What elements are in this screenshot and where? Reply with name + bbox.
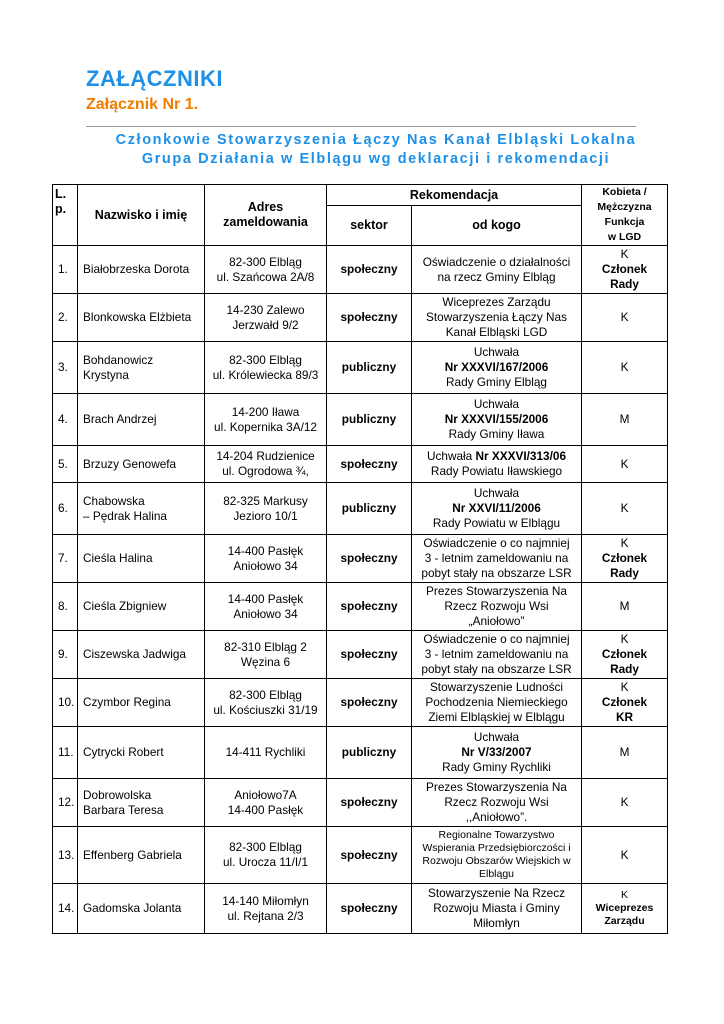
recommendation-source-line: Elblągu bbox=[478, 868, 515, 880]
member-address-line: 82-300 Elbląg bbox=[229, 352, 302, 367]
recommendation-source-line: Rozwoju Obszarów Wiejskich w bbox=[422, 855, 571, 867]
recommendation-source-line: Rzecz Rozwoju Wsi bbox=[444, 599, 549, 613]
recommendation-source-line: Oświadczenie o co najmniej bbox=[423, 632, 570, 646]
member-address bbox=[205, 535, 327, 583]
member-name bbox=[78, 679, 205, 727]
gender-function-line: Członek bbox=[601, 647, 648, 661]
member-name-line: Chabowska bbox=[83, 493, 145, 508]
member-address bbox=[205, 342, 327, 394]
gender-function bbox=[582, 583, 668, 631]
gender-function-line: Członek bbox=[601, 262, 648, 276]
gender-function bbox=[582, 884, 668, 934]
member-address-line: ul. Kościuszki 31/19 bbox=[213, 702, 318, 717]
gender-function-line: K bbox=[620, 456, 629, 471]
recommendation-source bbox=[412, 727, 582, 779]
member-name-line: Czymbor Regina bbox=[83, 695, 171, 709]
member-sector: społeczny bbox=[327, 446, 412, 483]
table-row bbox=[53, 631, 668, 679]
row-number: 10. bbox=[53, 679, 78, 727]
member-address bbox=[205, 583, 327, 631]
member-address bbox=[205, 394, 327, 446]
member-sector: społeczny bbox=[327, 679, 412, 727]
recommendation-source-line: Stowarzyszenie Na Rzecz bbox=[427, 886, 566, 900]
row-number: 3. bbox=[53, 342, 78, 394]
table-row bbox=[53, 483, 668, 535]
member-address-line: ul. Ogrodowa ¾, bbox=[222, 464, 309, 478]
member-sector: społeczny bbox=[327, 631, 412, 679]
recommendation-source-line: 3 - letnim zameldowaniu na bbox=[424, 551, 569, 565]
gender-function-line: Rady bbox=[610, 277, 639, 291]
member-sector: społeczny bbox=[327, 583, 412, 631]
recommendation-source-line: Regionalne Towarzystwo bbox=[438, 829, 555, 841]
member-address-line: Jerzwałd 9/2 bbox=[232, 317, 299, 332]
gender-function-line: M bbox=[619, 599, 630, 613]
member-name-line: Blonkowska Elżbieta bbox=[83, 310, 192, 324]
member-address-line: 14-230 Zalewo bbox=[226, 302, 305, 317]
member-address bbox=[205, 884, 327, 934]
row-number: 8. bbox=[53, 583, 78, 631]
member-address-line: ul. Rejtana 2/3 bbox=[227, 908, 304, 923]
gender-function bbox=[582, 294, 668, 342]
gender-function bbox=[582, 631, 668, 679]
member-name-line: Krystyna bbox=[83, 367, 129, 382]
recommendation-source bbox=[412, 779, 582, 827]
member-address bbox=[205, 727, 327, 779]
member-address bbox=[205, 631, 327, 679]
header-gender-function bbox=[582, 185, 668, 246]
member-address-line: ul. Szańcowa 2A/8 bbox=[216, 269, 315, 284]
recommendation-source bbox=[412, 246, 582, 294]
recommendation-source-line: pobyt stały na obszarze LSR bbox=[421, 566, 572, 580]
table-row bbox=[53, 779, 668, 827]
recommendation-source-line: Rozwoju Miasta i Gminy bbox=[433, 901, 560, 915]
member-address-line: ul. Kopernika 3A/12 bbox=[214, 419, 317, 434]
table-row bbox=[53, 679, 668, 727]
member-name-line: Bohdanowicz bbox=[83, 352, 154, 367]
recommendation-source bbox=[412, 631, 582, 679]
member-name bbox=[78, 446, 205, 483]
recommendation-source-line: Nr XXVI/11/2006 bbox=[452, 501, 541, 515]
gender-function bbox=[582, 535, 668, 583]
member-address-line: 82-310 Elbląg 2 bbox=[224, 639, 307, 654]
table-row bbox=[53, 394, 668, 446]
member-name bbox=[78, 583, 205, 631]
member-name-line: Białobrzeska Dorota bbox=[83, 262, 190, 276]
recommendation-source-line: Nr XXXVI/155/2006 bbox=[444, 412, 549, 426]
recommendation-source-line: Rady Gminy Iława bbox=[448, 427, 545, 441]
row-number: 6. bbox=[53, 483, 78, 535]
gender-function-line: Wiceprezes bbox=[595, 902, 654, 914]
member-name bbox=[78, 631, 205, 679]
row-number: 13. bbox=[53, 827, 78, 884]
recommendation-source-line: Pochodzenia Niemieckiego bbox=[425, 695, 568, 709]
member-name bbox=[78, 294, 205, 342]
gender-function bbox=[582, 679, 668, 727]
recommendation-source-line: Ziemi Elbląskiej w Elblągu bbox=[428, 710, 565, 724]
table-row bbox=[53, 884, 668, 934]
gender-function bbox=[582, 827, 668, 884]
table-row bbox=[53, 535, 668, 583]
table-row bbox=[53, 342, 668, 394]
gender-function-line: Rady bbox=[610, 662, 639, 676]
member-sector: społeczny bbox=[327, 246, 412, 294]
gender-function bbox=[582, 342, 668, 394]
recommendation-source-line: Uchwała bbox=[473, 730, 520, 744]
recommendation-source-line: Wspierania Przedsiębiorczości i bbox=[422, 842, 571, 854]
member-address bbox=[205, 246, 327, 294]
member-address-line: 14-140 Miłomłyn bbox=[222, 893, 309, 908]
member-address bbox=[205, 483, 327, 535]
recommendation-source-line: Uchwała bbox=[473, 397, 520, 411]
member-sector: społeczny bbox=[327, 827, 412, 884]
recommendation-source-line: 3 - letnim zameldowaniu na bbox=[424, 647, 569, 661]
gender-function-line: Zarządu bbox=[604, 915, 645, 927]
member-name-line: Gadomska Jolanta bbox=[83, 901, 182, 915]
member-address-line: 82-300 Elbląg bbox=[229, 254, 302, 269]
row-number: 9. bbox=[53, 631, 78, 679]
recommendation-source-line: Rady Gminy Rychliki bbox=[442, 760, 551, 774]
recommendation-source-line: Uchwała Nr XXXVI/313/06 bbox=[426, 449, 567, 463]
recommendation-source-line: Nr XXXVI/167/2006 bbox=[444, 360, 549, 374]
table-description bbox=[86, 131, 666, 169]
header-gender-line1: Kobieta / bbox=[602, 186, 647, 198]
member-name bbox=[78, 483, 205, 535]
member-name-line: Cytrycki Robert bbox=[83, 745, 164, 759]
recommendation-source-line: Oświadczenie o działalności bbox=[422, 254, 571, 269]
gender-function-line: K bbox=[620, 501, 629, 515]
member-address-line: ul. Urocza 11/I/1 bbox=[222, 855, 309, 869]
gender-function-line: K bbox=[620, 247, 629, 261]
member-sector: publiczny bbox=[327, 342, 412, 394]
recommendation-source-line: na rzecz Gminy Elbląg bbox=[437, 269, 556, 284]
recommendation-source-line: Prezes Stowarzyszenia Na bbox=[426, 780, 567, 794]
gender-function-line: K bbox=[621, 889, 629, 901]
recommendation-source-line: Prezes Stowarzyszenia Na bbox=[426, 584, 567, 598]
recommendation-source-line: Uchwała bbox=[473, 345, 520, 359]
gender-function bbox=[582, 483, 668, 535]
row-number: 14. bbox=[53, 884, 78, 934]
gender-function-line: K bbox=[620, 632, 629, 646]
member-address-line: 82-300 Elbląg bbox=[229, 687, 302, 702]
table-row bbox=[53, 294, 668, 342]
description-line-1: Członkowie Stowarzyszenia Łączy Nas Kanał Elbląski Lokalna bbox=[115, 132, 637, 148]
member-address bbox=[205, 779, 327, 827]
header-address-line2: zameldowania bbox=[223, 215, 308, 229]
member-name-line: Effenberg Gabriela bbox=[83, 847, 182, 862]
table-row bbox=[53, 727, 668, 779]
recommendation-source-line: Stowarzyszenie Ludności bbox=[429, 680, 564, 694]
member-name bbox=[78, 827, 205, 884]
recommendation-source-line: Rady Gminy Elbląg bbox=[446, 375, 547, 389]
member-address-line: Aniołowo 34 bbox=[233, 558, 298, 573]
member-name-line: Dobrowolska bbox=[83, 787, 152, 802]
gender-function-line: K bbox=[620, 795, 629, 809]
header-recommendation: Rekomendacja bbox=[327, 185, 582, 206]
row-number: 4. bbox=[53, 394, 78, 446]
recommendation-source-line: ,,Aniołowo”. bbox=[465, 810, 528, 824]
member-address-line: 82-325 Markusy bbox=[223, 493, 308, 508]
member-address bbox=[205, 679, 327, 727]
gender-function-line: Członek bbox=[601, 695, 648, 709]
member-address-line: 82-300 Elbląg bbox=[229, 840, 302, 854]
member-sector: społeczny bbox=[327, 294, 412, 342]
header-address-line1: Adres bbox=[247, 200, 284, 214]
member-sector: społeczny bbox=[327, 535, 412, 583]
member-sector: publiczny bbox=[327, 727, 412, 779]
recommendation-source bbox=[412, 679, 582, 727]
recommendation-source bbox=[412, 884, 582, 934]
gender-function bbox=[582, 779, 668, 827]
table-row bbox=[53, 446, 668, 483]
member-name-line: – Pędrak Halina bbox=[83, 508, 167, 523]
header-from-whom: od kogo bbox=[412, 206, 582, 246]
member-address-line: 14-200 Iława bbox=[231, 404, 300, 419]
row-number: 2. bbox=[53, 294, 78, 342]
member-address-line: Jezioro 10/1 bbox=[233, 508, 298, 523]
member-name bbox=[78, 727, 205, 779]
member-name-line: Barbara Teresa bbox=[83, 802, 164, 817]
member-address-line: ul. Królewiecka 89/3 bbox=[212, 367, 319, 382]
row-number: 7. bbox=[53, 535, 78, 583]
recommendation-source bbox=[412, 483, 582, 535]
member-address bbox=[205, 446, 327, 483]
row-number: 12. bbox=[53, 779, 78, 827]
member-address-line: 14-400 Pasłęk bbox=[227, 543, 304, 558]
table-row bbox=[53, 246, 668, 294]
member-name-line: Cieśla Zbigniew bbox=[83, 599, 167, 613]
member-address-line: 14-400 Pasłęk bbox=[227, 802, 304, 817]
table-row bbox=[53, 583, 668, 631]
member-name-line: Brach Andrzej bbox=[83, 412, 157, 426]
recommendation-source bbox=[412, 583, 582, 631]
gender-function-line: M bbox=[619, 745, 630, 759]
member-address-line: Aniołowo7A bbox=[234, 787, 297, 802]
gender-function bbox=[582, 727, 668, 779]
member-name-line: Cieśla Halina bbox=[83, 551, 153, 565]
gender-function-line: K bbox=[620, 847, 629, 862]
row-number: 5. bbox=[53, 446, 78, 483]
table-row bbox=[53, 827, 668, 884]
gender-function bbox=[582, 246, 668, 294]
header-lp-line2: p. bbox=[55, 202, 67, 216]
row-number: 1. bbox=[53, 246, 78, 294]
member-name bbox=[78, 394, 205, 446]
recommendation-source bbox=[412, 535, 582, 583]
members-table bbox=[52, 184, 668, 934]
recommendation-source-line: Rady Powiatu Iławskiego bbox=[430, 464, 563, 478]
recommendation-source-line: Stowarzyszenia Łączy Nas bbox=[426, 310, 567, 324]
member-address-line: 14-400 Pasłęk bbox=[227, 591, 304, 606]
member-address-line: Aniołowo 34 bbox=[233, 606, 298, 621]
member-name bbox=[78, 342, 205, 394]
recommendation-source bbox=[412, 294, 582, 342]
header-sector: sektor bbox=[327, 206, 412, 246]
row-number: 11. bbox=[53, 727, 78, 779]
member-name bbox=[78, 779, 205, 827]
recommendation-source-line: „Aniołowo” bbox=[468, 614, 525, 628]
recommendation-source-line: Uchwała bbox=[473, 486, 520, 500]
header-gender-line3: Funkcja bbox=[604, 216, 645, 228]
page-title: ZAŁĄCZNIKI bbox=[86, 66, 223, 91]
member-name-line: Brzuzy Genowefa bbox=[83, 456, 177, 471]
recommendation-source bbox=[412, 446, 582, 483]
recommendation-source-line: Rzecz Rozwoju Wsi bbox=[444, 795, 549, 809]
recommendation-source-line: Kanał Elbląski LGD bbox=[445, 325, 548, 339]
header-gender-line2: Mężczyzna bbox=[597, 201, 652, 213]
recommendation-source-line: Nr V/33/2007 bbox=[461, 745, 532, 759]
member-sector: publiczny bbox=[327, 483, 412, 535]
header-address bbox=[205, 185, 327, 246]
member-address-line: 14-204 Rudzienice bbox=[216, 449, 315, 463]
member-sector: publiczny bbox=[327, 394, 412, 446]
gender-function-line: KR bbox=[615, 710, 634, 724]
member-sector: społeczny bbox=[327, 884, 412, 934]
recommendation-source-line: Miłomłyn bbox=[473, 916, 520, 930]
member-name bbox=[78, 246, 205, 294]
gender-function-line: K bbox=[620, 310, 629, 324]
recommendation-source-line: Wiceprezes Zarządu bbox=[442, 295, 551, 309]
divider bbox=[86, 126, 636, 127]
member-address-line: 14-411 Rychliki bbox=[225, 745, 306, 759]
attachment-number: Załącznik Nr 1. bbox=[86, 96, 199, 113]
gender-function-line: M bbox=[619, 412, 630, 426]
gender-function-line: Rady bbox=[610, 566, 639, 580]
gender-function bbox=[582, 394, 668, 446]
recommendation-source-line: pobyt stały na obszarze LSR bbox=[421, 662, 572, 676]
description-line-2: Grupa Działania w Elblągu wg deklaracji i rekomendacji bbox=[141, 151, 611, 167]
header-lp bbox=[53, 185, 78, 246]
gender-function-line: K bbox=[620, 680, 629, 694]
recommendation-source bbox=[412, 342, 582, 394]
recommendation-source-line: Oświadczenie o co najmniej bbox=[423, 536, 570, 550]
member-sector: społeczny bbox=[327, 779, 412, 827]
gender-function-line: Członek bbox=[601, 551, 648, 565]
gender-function-line: K bbox=[620, 360, 629, 374]
recommendation-source-line: Rady Powiatu w Elblągu bbox=[432, 516, 561, 530]
recommendation-source bbox=[412, 394, 582, 446]
member-address bbox=[205, 294, 327, 342]
member-address bbox=[205, 827, 327, 884]
recommendation-source bbox=[412, 827, 582, 884]
member-name bbox=[78, 884, 205, 934]
gender-function bbox=[582, 446, 668, 483]
gender-function-line: K bbox=[620, 536, 629, 550]
header-lp-line1: L. bbox=[55, 187, 67, 201]
member-address-line: Węzina 6 bbox=[240, 654, 291, 669]
header-gender-line4: w LGD bbox=[607, 231, 642, 243]
member-name bbox=[78, 535, 205, 583]
member-name-line: Ciszewska Jadwiga bbox=[83, 647, 186, 661]
header-name: Nazwisko i imię bbox=[78, 185, 205, 246]
